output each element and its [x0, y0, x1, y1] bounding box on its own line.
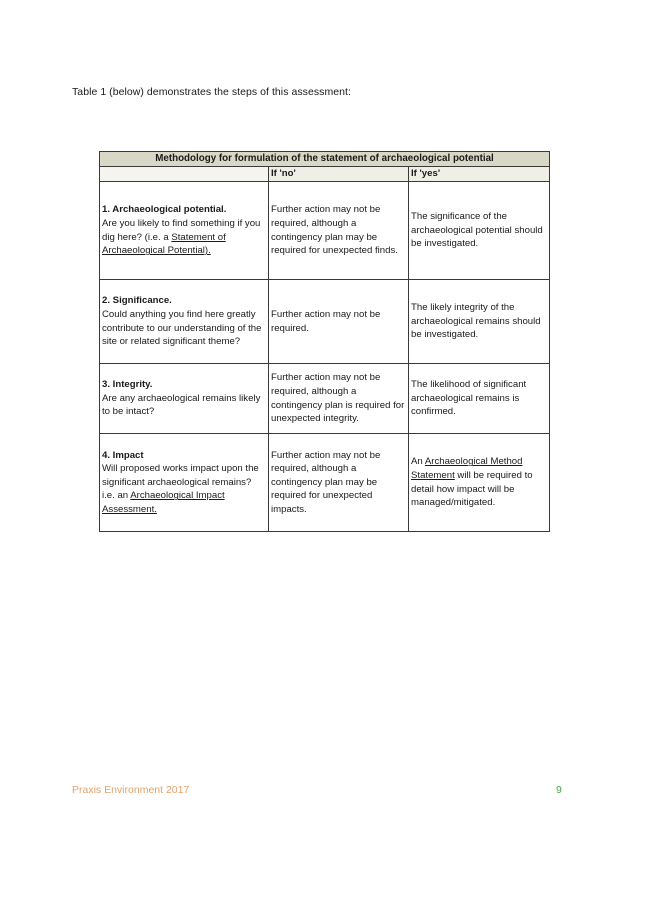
- table-title-row: [100, 152, 550, 167]
- step-cell: [100, 182, 269, 280]
- if-yes-text: The significance of the archaeological potential should be investigated.: [411, 211, 543, 250]
- step-cell: [100, 364, 269, 434]
- step-title: 1. Archaeological potential.: [102, 204, 227, 216]
- step-cell: [100, 280, 269, 364]
- step-question-link[interactable]: Statement of Archaeological Potential).: [102, 231, 226, 257]
- if-yes-text: The likely integrity of the archaeological remains should be investigated.: [411, 302, 541, 341]
- step-question: Are you likely to find something if you dig here? (i.e. a: [102, 217, 261, 243]
- if-yes-cell: [409, 434, 550, 532]
- intro-text: Table 1 (below) demonstrates the steps of this assessment:: [72, 86, 351, 98]
- table-row: [100, 280, 550, 364]
- if-yes-link[interactable]: Archaeological Method Statement: [411, 456, 523, 481]
- table-header-row: [100, 167, 550, 182]
- if-no-cell: Further action may not be required.: [269, 280, 409, 364]
- if-yes-text: The likelihood of significant archaeological remains is confirmed.: [411, 379, 527, 418]
- step-title: 2. Significance.: [102, 295, 172, 307]
- table-title: Methodology for formulation of the statement of archaeological potential: [100, 152, 550, 167]
- table-row: [100, 182, 550, 280]
- table-row: [100, 364, 550, 434]
- table-row: [100, 434, 550, 532]
- methodology-table: [99, 151, 550, 532]
- page-number: 9: [556, 784, 562, 796]
- step-question: Are any archaeological remains likely to be intact?: [102, 392, 261, 418]
- step-question: Could anything you find here greatly contribute to our understanding of the site or related significant theme?: [102, 308, 262, 348]
- if-yes-cell: [409, 280, 550, 364]
- footer-company: Praxis Environment 2017: [72, 784, 190, 796]
- if-yes-cell: [409, 182, 550, 280]
- header-if-yes: If 'yes': [409, 167, 550, 182]
- if-no-cell: Further action may not be required, although a contingency plan may be required for unexpected finds.: [269, 182, 409, 280]
- step-title: 3. Integrity.: [102, 379, 153, 391]
- if-no-cell: Further action may not be required, although a contingency plan is required for unexpected integrity.: [269, 364, 409, 434]
- step-question-link[interactable]: Archaeological Impact Assessment.: [102, 490, 225, 515]
- if-no-cell: Further action may not be required, although a contingency plan may be required for unexpected impacts.: [269, 434, 409, 532]
- header-blank: [100, 167, 269, 182]
- step-question: Will proposed works impact upon the significant archaeological remains? i.e. an: [102, 463, 259, 502]
- header-if-no: If 'no': [269, 167, 409, 182]
- if-yes-text-post: will be required to detail how impact will be managed/mitigated.: [411, 469, 533, 509]
- if-yes-cell: [409, 364, 550, 434]
- step-title: 4. Impact: [102, 449, 144, 461]
- step-cell: [100, 434, 269, 532]
- if-yes-text: An: [411, 456, 425, 468]
